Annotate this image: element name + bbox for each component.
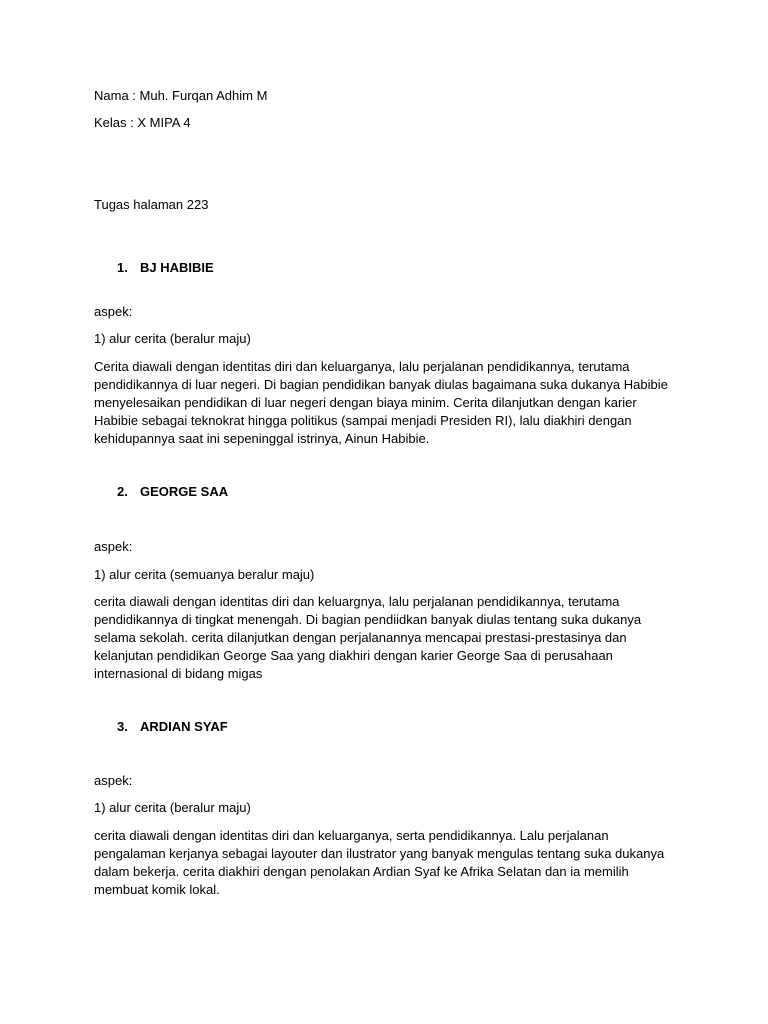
paragraph-line: menyelesaikan pendidikan di luar negeri dengan biaya minim. Cerita dilanjutkan dengan karier: [94, 395, 637, 410]
aspect-label: aspek:: [94, 304, 133, 319]
section-number: 1.: [117, 260, 128, 275]
aspect-item: 1) alur cerita (beralur maju): [94, 800, 251, 815]
paragraph-line: pendidikannya di tingkat menengah. Di bagian pendiidkan banyak diulas tentang suka dukanya: [94, 612, 642, 627]
section-paragraph: [94, 827, 674, 899]
paragraph-line: membuat komik lokal.: [94, 882, 220, 897]
paragraph-line: kehidupannya saat ini sepeninggal istrinya, Ainun Habibie.: [94, 431, 430, 446]
paragraph-line: pengalaman kerjanya sebagai layouter dan ilustrator yang banyak mengulas tentang suka dukanya: [94, 846, 665, 861]
aspect-label: aspek:: [94, 539, 133, 554]
section-number: 2.: [117, 484, 128, 499]
paragraph-line: Habibie sebagai teknokrat hingga politikus (sampai menjadi Presiden RI), lalu diakhiri dengan: [94, 413, 632, 428]
paragraph-line: cerita diawali dengan identitas diri dan keluarganya, serta pendidikannya. Lalu perjalanan: [94, 828, 609, 843]
name-line: Nama : Muh. Furqan Adhim M: [94, 88, 268, 103]
section-title: BJ HABIBIE: [140, 260, 214, 275]
section-title: GEORGE SAA: [140, 484, 229, 499]
paragraph-line: pendidikannya di luar negeri. Di bagian pendidikan banyak diulas bagaimana suka dukanya Habibie: [94, 377, 668, 392]
section-number: 3.: [117, 719, 128, 734]
task-line: Tugas halaman 223: [94, 197, 209, 212]
paragraph-line: kelanjutan pendidikan George Saa yang diakhiri dengan karier George Saa di perusahaan: [94, 648, 613, 663]
section-paragraph: [94, 593, 674, 683]
section-title: ARDIAN SYAF: [140, 719, 228, 734]
paragraph-line: dalam bekerja. cerita diakhiri dengan penolakan Ardian Syaf ke Afrika Selatan dan ia memilih: [94, 864, 629, 879]
section-heading-1: [117, 259, 214, 277]
paragraph-line: internasional di bidang migas: [94, 666, 263, 681]
aspect-item: 1) alur cerita (beralur maju): [94, 331, 251, 346]
aspect-item: 1) alur cerita (semuanya beralur maju): [94, 567, 315, 582]
class-line: Kelas : X MIPA 4: [94, 115, 191, 130]
paragraph-line: cerita diawali dengan identitas diri dan keluargnya, lalu perjalanan pendidikannya, terutama: [94, 594, 620, 609]
section-paragraph: [94, 358, 674, 448]
aspect-label: aspek:: [94, 773, 133, 788]
paragraph-line: selama sekolah. cerita dilanjutkan dengan perjalanannya mencapai prestasi-prestasinya dan: [94, 630, 627, 645]
section-heading-3: [117, 718, 228, 736]
section-heading-2: [117, 483, 228, 501]
paragraph-line: Cerita diawali dengan identitas diri dan keluarganya, lalu perjalanan pendidikannya, terutama: [94, 359, 630, 374]
